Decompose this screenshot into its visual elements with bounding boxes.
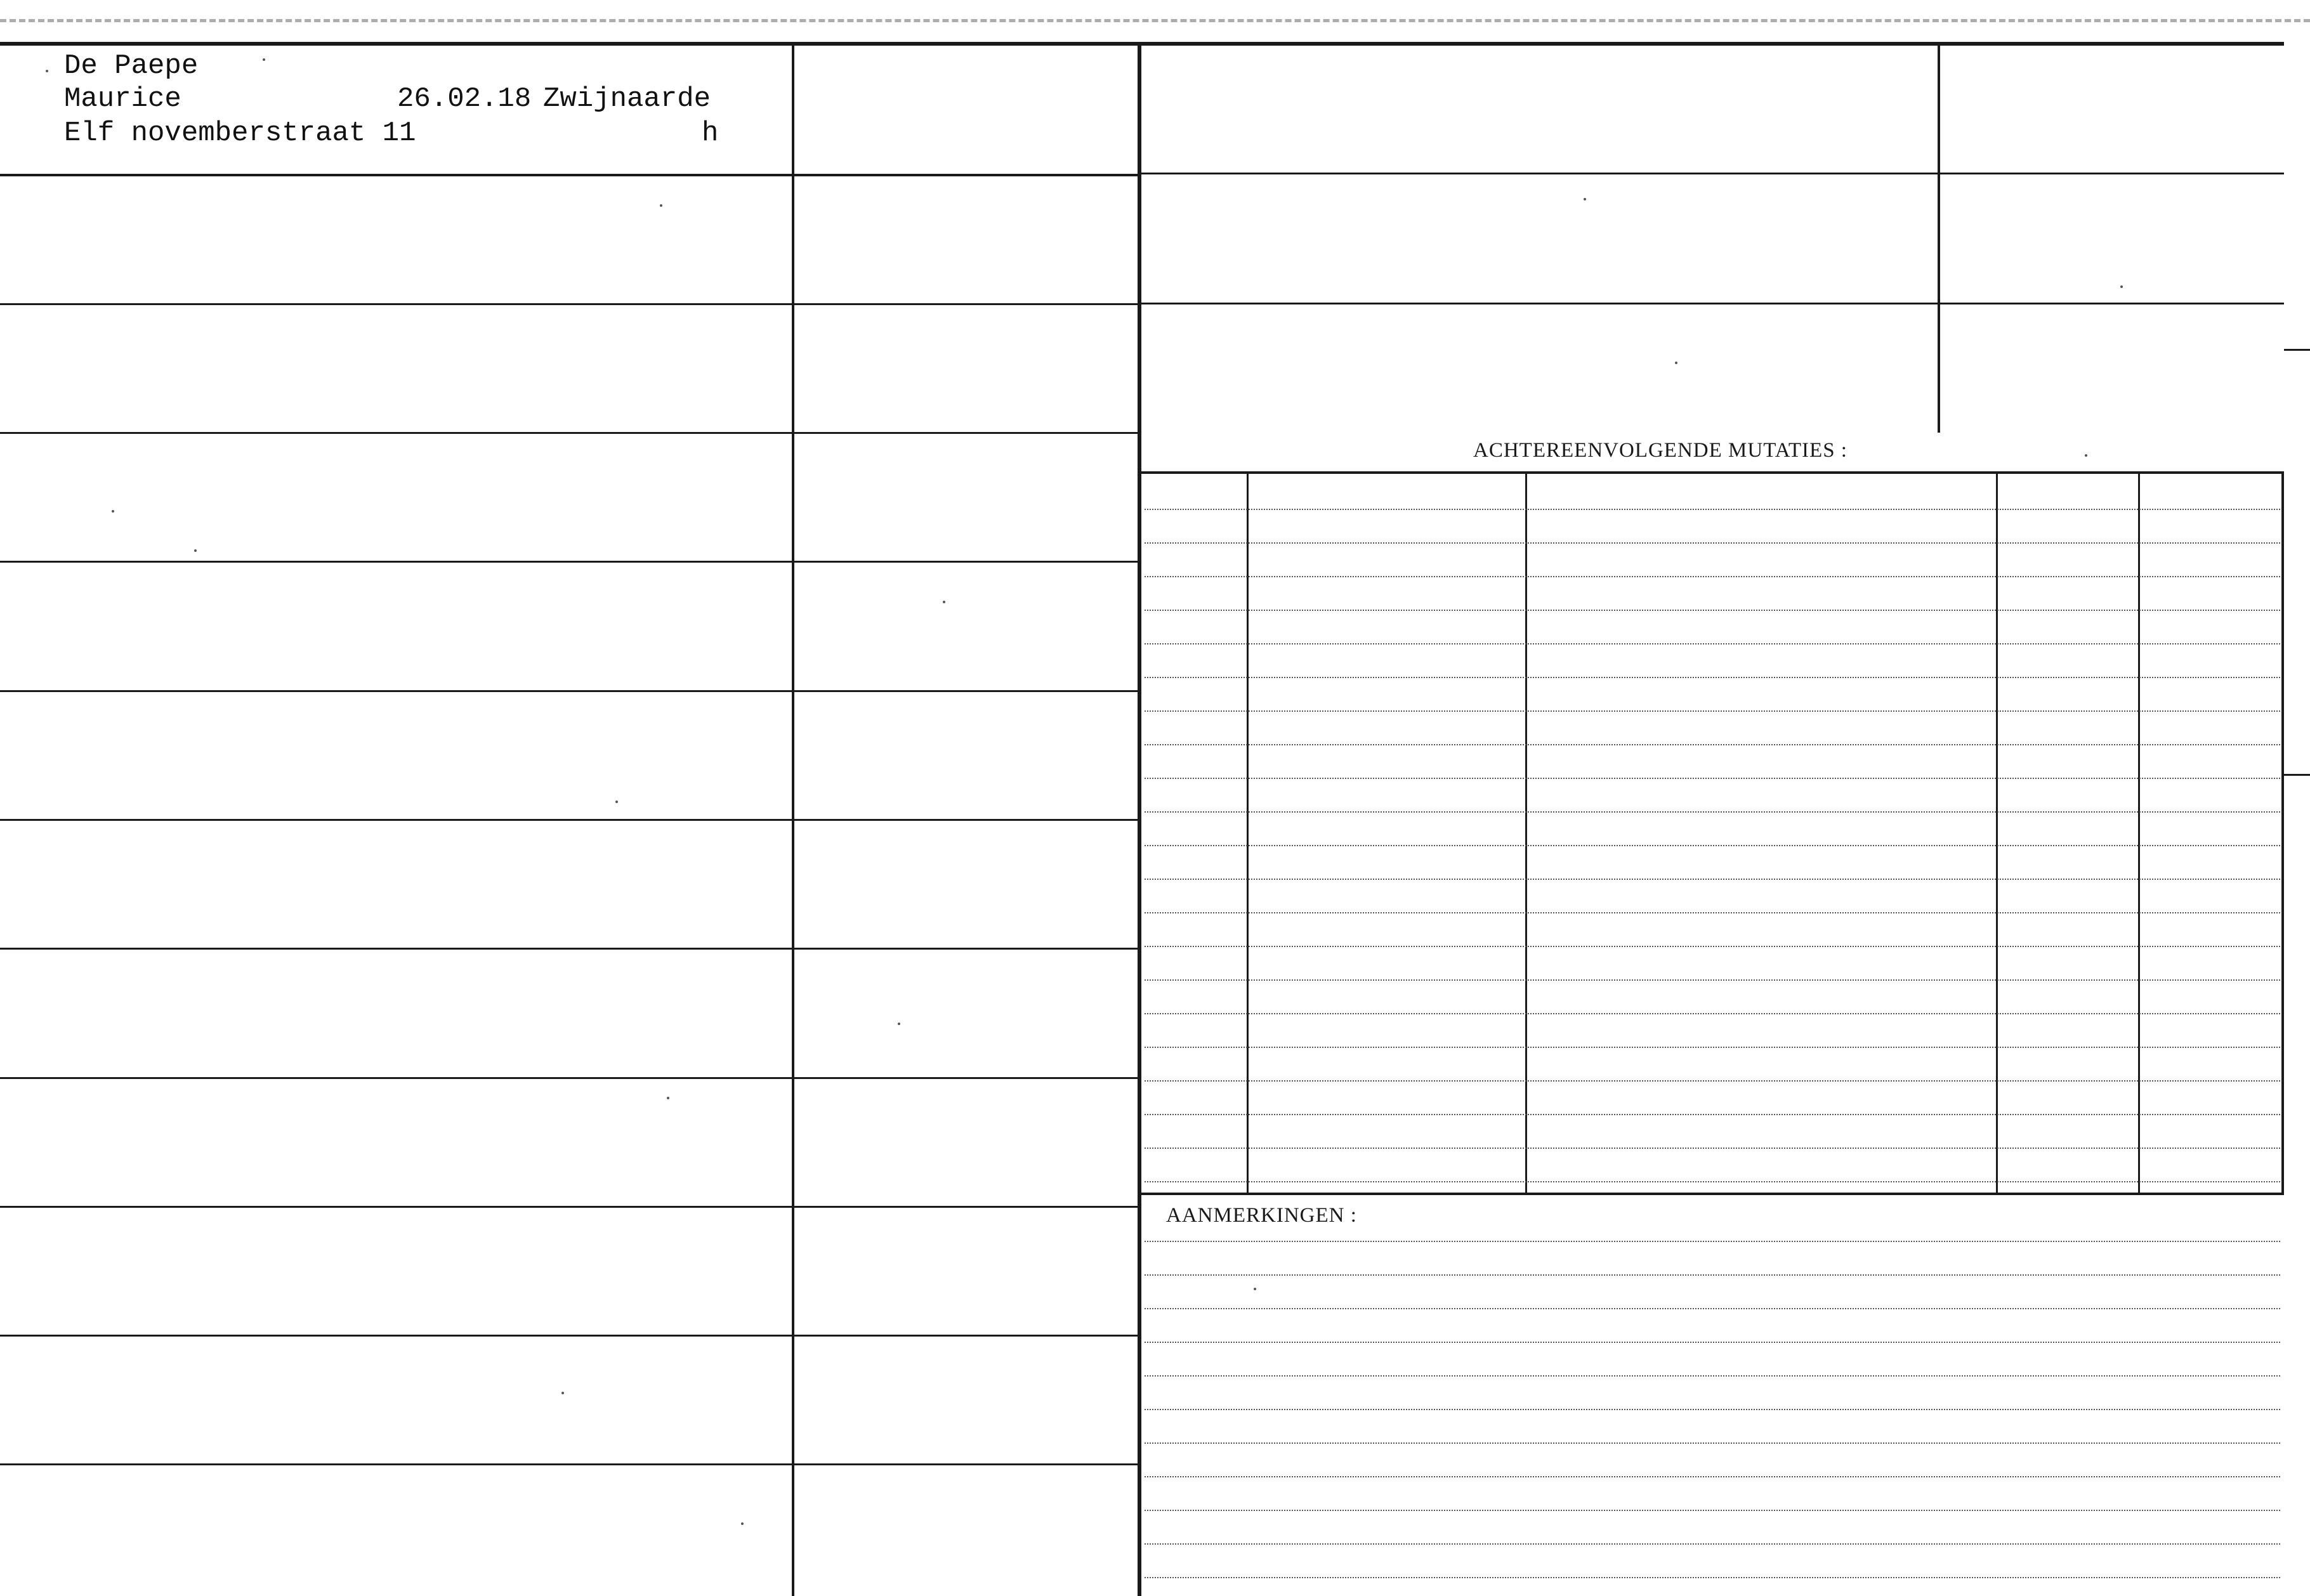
mutation-row-line (1145, 1080, 2280, 1082)
right-row-rule (1139, 173, 2284, 174)
row-rule (0, 303, 1139, 305)
scan-speck (112, 510, 114, 513)
scan-speck (561, 1392, 564, 1394)
mutation-row-line (1145, 879, 2280, 880)
remark-row-line (1145, 1476, 2280, 1477)
remark-row-line (1145, 1342, 2280, 1343)
scan-speck (194, 549, 197, 552)
scan-speck (660, 204, 662, 207)
remark-row-line (1145, 1241, 2280, 1242)
mutation-row-line (1145, 1114, 2280, 1115)
scan-speck (615, 801, 618, 803)
remark-row-line (1145, 1375, 2280, 1377)
row-rule (0, 1335, 1139, 1337)
scan-speck (2085, 454, 2087, 457)
remark-row-line (1145, 1442, 2280, 1444)
edge-tick (2284, 774, 2310, 776)
remark-row-line (1145, 1510, 2280, 1511)
column-divider-3 (1938, 46, 1940, 433)
mutation-row-line (1145, 912, 2280, 913)
remark-row-line (1145, 1543, 2280, 1545)
mutation-row-line (1145, 778, 2280, 779)
row-rule (0, 174, 1139, 176)
column-divider-1 (792, 46, 794, 1596)
top-border (0, 42, 2284, 46)
address-text: Elf novemberstraat 11 (64, 117, 416, 149)
edge-tick (2284, 349, 2310, 351)
right-row-rule (1139, 303, 2284, 304)
row-rule (0, 948, 1139, 950)
mutation-row-line (1145, 1148, 2280, 1149)
scan-speck (741, 1522, 744, 1525)
scan-speck (1675, 362, 1677, 364)
mutation-row-line (1145, 542, 2280, 544)
mutations-col-divider (1525, 474, 1527, 1193)
mutations-col-divider (1996, 474, 1998, 1193)
mark-text: h (702, 117, 719, 149)
mutation-row-line (1145, 811, 2280, 813)
row-rule (0, 561, 1139, 563)
mutation-row-line (1145, 677, 2280, 678)
row-rule (0, 1206, 1139, 1208)
surname-text: De Paepe (64, 50, 199, 82)
row-rule (0, 819, 1139, 821)
mutation-row-line (1145, 1181, 2280, 1182)
scan-speck (1254, 1288, 1256, 1290)
row-rule (0, 1077, 1139, 1079)
mutation-row-line (1145, 1047, 2280, 1048)
scan-speck (46, 70, 48, 72)
scan-noise-strip (0, 19, 2310, 22)
mutations-col-divider (1247, 474, 1249, 1193)
mutations-table-bottom (1139, 1193, 2284, 1195)
mutation-row-line (1145, 845, 2280, 846)
mutation-row-line (1145, 610, 2280, 611)
scan-speck (263, 58, 265, 61)
birth-place-text: Zwijnaarde (543, 83, 711, 115)
scan-speck (943, 601, 945, 603)
birth-date-text: 26.02.18 (397, 83, 532, 115)
scan-speck (1584, 198, 1586, 200)
mutations-table-top (1139, 471, 2284, 474)
mutation-row-line (1145, 946, 2280, 947)
remark-row-line (1145, 1274, 2280, 1276)
remark-row-line (1145, 1409, 2280, 1410)
mutations-col-divider (2281, 474, 2284, 1195)
mutation-row-line (1145, 1013, 2280, 1014)
remark-row-line (1145, 1577, 2280, 1578)
mutations-col-divider (2138, 474, 2140, 1193)
row-rule (0, 690, 1139, 692)
mutation-row-line (1145, 509, 2280, 510)
scan-speck (898, 1023, 900, 1025)
mutation-row-line (1145, 576, 2280, 577)
mutation-row-line (1145, 710, 2280, 712)
row-rule (0, 432, 1139, 434)
remark-row-line (1145, 1308, 2280, 1309)
mutation-row-line (1145, 643, 2280, 644)
mutation-row-line (1145, 979, 2280, 981)
first-name-text: Maurice (64, 83, 181, 115)
scan-speck (667, 1097, 669, 1099)
row-rule (0, 1463, 1139, 1465)
mutation-row-line (1145, 744, 2280, 745)
scan-speck (2120, 285, 2123, 288)
remarks-heading: AANMERKINGEN : (1166, 1204, 1357, 1227)
mutations-heading: ACHTEREENVOLGENDE MUTATIES : (1473, 439, 1847, 462)
